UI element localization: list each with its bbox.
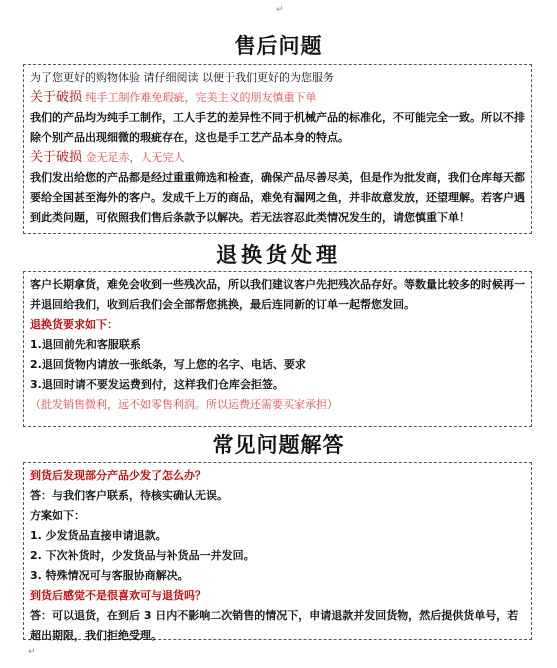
- requirement-3: 3.退回时请不要发运费到付，这样我们仓库会拒签。: [30, 378, 284, 391]
- faq-plan-3: 3. 特殊情况可与客服协商解决。: [30, 569, 189, 582]
- section-title-after-sales: 售后问题: [234, 33, 323, 58]
- faq-question-1: 到货后发现部分产品少发了怎么办？: [30, 469, 206, 482]
- return-mark-top: ↵: [276, 5, 284, 15]
- returns-paragraph: 客户长期拿货，难免会收到一些残次品，所以我们建议客户先把残次品存好。等数量比较多的时候再一并退回给我们，收到后我们会全部帮您挑换，最后连同新的订单一起帮您发回。: [30, 278, 525, 311]
- damage-heading-1: 关于破损 纯手工制作难免瑕疵，完美主义的朋友慎重下单: [30, 90, 317, 105]
- returns-requirements-heading: 退换货要求如下：: [30, 318, 118, 331]
- section-title-faq: 常见问题解答: [212, 432, 345, 457]
- intro-line: 为了您更好的购物体验 请仔细阅读 以便于我们更好的为您服务: [30, 71, 334, 84]
- damage-heading-2: 关于破损 金无足赤，人无完人: [30, 150, 185, 165]
- shipping-paragraph: 我们发出给您的产品都是经过重重筛选和检查，确保产品尽善尽美，但是作为批发商，我们仓库每天都要给全国甚至海外的客户。发成千上万的商品，难免有漏网之鱼，并非故意发放，还望理解。若客户遇到此类问题，可依照我们售后条款予以解决。若无法容忍此类情况发生的，请您慎重下单！: [30, 171, 525, 224]
- requirement-2: 2.退回货物内请放一张纸条，写上您的名字、电话、要求: [30, 358, 306, 371]
- requirement-1: 1.退回前先和客服联系: [30, 338, 141, 351]
- faq-plan-1: 1. 少发货品直接申请退款。: [30, 529, 167, 542]
- faq-answer-1: 答：与我们客户联系，待核实确认无误。: [30, 489, 228, 502]
- faq-question-2: 到货后感觉不是很喜欢可与退货吗？: [30, 589, 206, 602]
- faq-plan-heading: 方案如下：: [30, 509, 85, 522]
- shipping-cost-note: （批发销售微利，远不如零售利润。所以运费还需要买家承担）: [30, 398, 338, 411]
- after-sales-box: [23, 64, 532, 234]
- faq-box: [23, 462, 532, 640]
- handmade-paragraph: 我们的产品均为纯手工制作，工人手艺的差异性不同于机械产品的标准化，不可能完全一致。所以不排除个别产品出现细微的瑕疵存在，这也是手工艺产品本身的特点。: [30, 111, 525, 144]
- returns-box: [23, 271, 532, 427]
- faq-plan-2: 2. 下次补货时，少发货品与补货品一并发回。: [30, 549, 255, 562]
- return-mark-bottom: ↵: [28, 647, 36, 657]
- section-title-returns: 退换货处理: [216, 242, 341, 267]
- faq-answer-2: 答：可以退货，在到后 3 日内不影响二次销售的情况下，申请退款并发回货物，然后提供货单号，若超出期限，我们拒绝受理。: [30, 609, 519, 642]
